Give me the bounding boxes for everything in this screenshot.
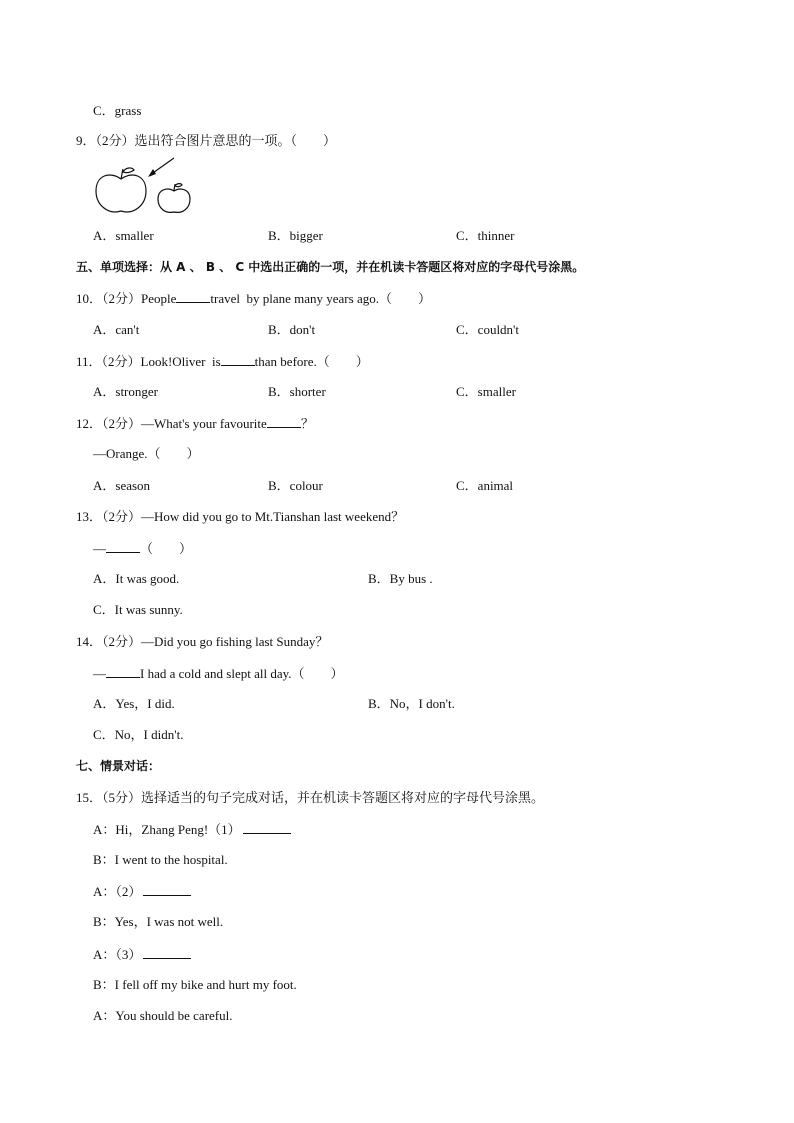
q15-stem: 15．（5分）选择适当的句子完成对话，并在机读卡答题区将对应的字母代号涂黑。 bbox=[76, 790, 545, 805]
dialog-line-5: A：（3） bbox=[93, 946, 191, 963]
q14-option-c: C．No，I didn't. bbox=[93, 727, 184, 742]
q13-stem: 13．（2分）—How did you go to Mt.Tianshan last weekend？ bbox=[76, 509, 405, 524]
q10-stem: 10．（2分）People travel by plane many years ago.（ ） bbox=[76, 291, 431, 306]
q9-option-a: A．smaller bbox=[93, 228, 154, 243]
q13-option-b: B．By bus . bbox=[368, 571, 433, 586]
q14-option-b: B．No，I don't. bbox=[368, 696, 455, 711]
q10-option-b: B．don't bbox=[268, 322, 316, 337]
q12-option-b: B．colour bbox=[268, 478, 323, 493]
q11-stem: 11．（2分）Look!Oliver is than before.（ ） bbox=[76, 354, 369, 369]
q12-answer-line: —Orange.（ ） bbox=[93, 446, 200, 461]
dialog-line-4: B：Yes，I was not well. bbox=[93, 914, 224, 929]
q10-option-a: A．can't bbox=[93, 322, 140, 337]
dialog-line-3: A：（2） bbox=[93, 883, 191, 900]
dialog-line-6: B：I fell off my bike and hurt my foot. bbox=[93, 977, 297, 992]
apples-picture bbox=[92, 155, 196, 219]
q12-stem: 12．（2分）—What's your favourite ？ bbox=[76, 416, 314, 431]
q9-option-b: B．bigger bbox=[268, 228, 323, 243]
dialog-line-1: A：Hi，Zhang Peng!（1） bbox=[93, 821, 291, 838]
q13-option-a: A．It was good. bbox=[93, 571, 180, 586]
q11-option-a: A．stronger bbox=[93, 384, 158, 399]
q13-option-c: C．It was sunny. bbox=[93, 602, 183, 617]
q9-stem: 9．（2分）选出符合图片意思的一项。（ ） bbox=[76, 133, 337, 148]
q12-option-a: A．season bbox=[93, 478, 151, 493]
q11-option-c: C．smaller bbox=[456, 384, 516, 399]
q14-stem: 14．（2分）—Did you go fishing last Sunday？ bbox=[76, 634, 329, 649]
q11-option-b: B．shorter bbox=[268, 384, 326, 399]
q9-option-c: C．thinner bbox=[456, 228, 515, 243]
dialog-line-7: A：You should be careful. bbox=[93, 1008, 233, 1023]
section-7-title: 七、情景对话： bbox=[76, 759, 161, 773]
q13-answer-line: — （ ） bbox=[93, 541, 193, 556]
dialog-line-2: B：I went to the hospital. bbox=[93, 852, 228, 867]
section-5-title: 五、单项选择：从 A 、 B 、 C 中选出正确的一项，并在机读卡答题区将对应的字母代号涂黑。 bbox=[76, 260, 585, 274]
q8-option-c: C．grass bbox=[93, 103, 142, 118]
q14-option-a: A．Yes，I did. bbox=[93, 696, 175, 711]
q12-option-c: C．animal bbox=[456, 478, 514, 493]
q14-answer-line: — I had a cold and slept all day.（ ） bbox=[93, 666, 344, 681]
q10-option-c: C．couldn't bbox=[456, 322, 520, 337]
